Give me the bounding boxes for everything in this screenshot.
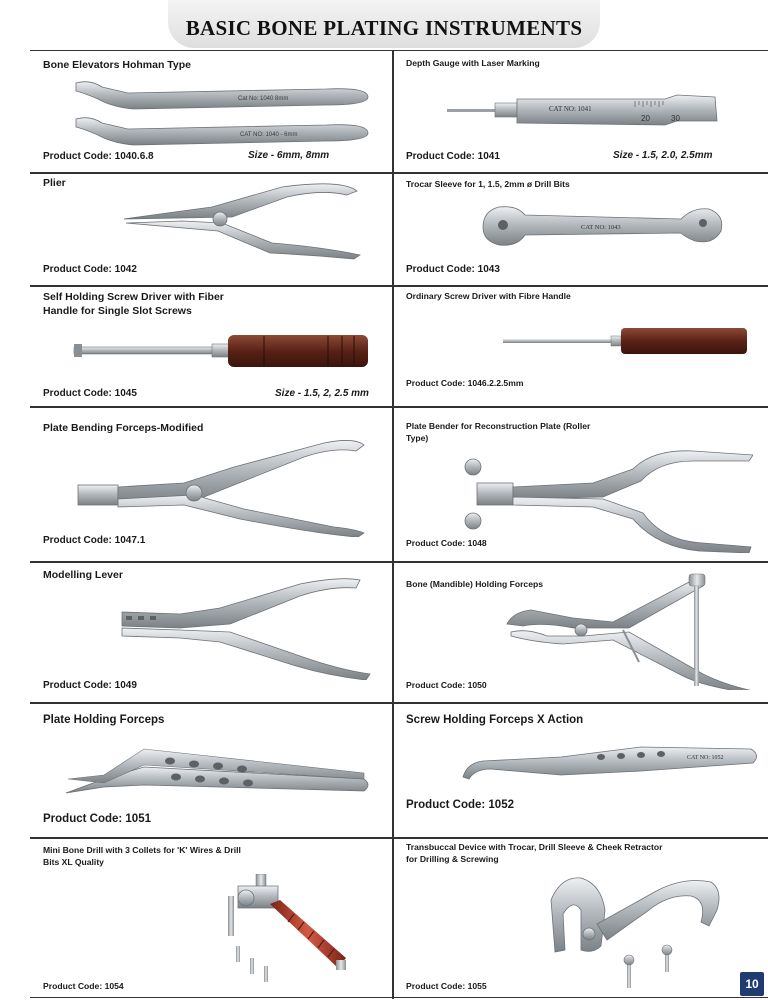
product-card	[30, 703, 392, 837]
product-name: Modelling Lever	[43, 569, 123, 581]
engraving-1: Cat No: 1040 8mm	[238, 96, 289, 102]
product-name: Plate Bender for Reconstruction Plate (Roller Type)	[406, 421, 591, 443]
mini-bone-drill-image	[208, 874, 358, 986]
product-card	[393, 407, 768, 561]
product-code: Product Code: 1049	[43, 680, 137, 691]
plate-holding-forceps-image	[64, 739, 374, 803]
product-name: Trocar Sleeve for 1, 1.5, 2mm ø Drill Bits	[406, 179, 570, 189]
product-code: Product Code: 1051	[43, 813, 151, 825]
product-code: Product Code: 1045	[43, 388, 137, 399]
product-name: Bone Elevators Hohman Type	[43, 59, 192, 71]
product-card	[30, 51, 392, 172]
product-name: Plate Holding Forceps	[43, 714, 165, 726]
product-code: Product Code: 1042	[43, 264, 137, 275]
product-code: Product Code: 1041	[406, 151, 500, 162]
product-code: Product Code: 1047.1	[43, 535, 146, 546]
page-number-badge: 10	[740, 972, 764, 996]
product-card	[393, 838, 768, 998]
self-holding-screw-driver-image	[72, 332, 372, 372]
product-name: Plate Bending Forceps-Modified	[43, 422, 204, 434]
product-size: Size - 1.5, 2.0, 2.5mm	[613, 150, 713, 161]
product-code: Product Code: 1054	[43, 981, 124, 991]
engraving-cat: CAT NO: 1043	[581, 224, 621, 231]
product-name: Bone (Mandible) Holding Forceps	[406, 579, 544, 589]
product-size: Size - 1.5, 2, 2.5 mm	[275, 388, 369, 399]
product-code: Product Code: 1048	[406, 538, 487, 548]
product-name: Plier	[43, 177, 66, 189]
product-card	[393, 562, 768, 702]
scale-30: 30	[671, 114, 680, 123]
product-name: Screw Holding Forceps X Action	[406, 714, 584, 726]
product-card	[393, 51, 768, 172]
screw-holding-forceps-image	[461, 741, 761, 785]
scale-20: 20	[641, 114, 650, 123]
modelling-lever-image	[120, 576, 380, 680]
page-title: BASIC BONE PLATING INSTRUMENTS	[185, 16, 583, 40]
product-card	[30, 838, 392, 998]
product-size: Size - 6mm, 8mm	[248, 150, 330, 161]
plate-bender-image	[453, 443, 753, 553]
product-card	[393, 286, 768, 406]
product-card	[393, 173, 768, 285]
product-card	[30, 407, 392, 561]
product-name: Mini Bone Drill with 3 Collets for 'K' Wires & Drill Bits XL Quality	[43, 845, 241, 867]
product-code: Product Code: 1055	[406, 981, 487, 991]
product-card	[30, 286, 392, 406]
product-grid	[30, 50, 768, 998]
engraving-cat: CAT NO: 1052	[687, 755, 724, 761]
product-card	[30, 173, 392, 285]
product-name: Ordinary Screw Driver with Fibre Handle	[406, 291, 571, 301]
product-code: Product Code: 1043	[406, 264, 500, 275]
transbuccal-device-image	[541, 870, 721, 994]
depth-gauge-image	[445, 91, 725, 133]
product-name: Transbuccal Device with Trocar, Drill Sleeve & Cheek Retractor for Drilling & Screwing	[406, 842, 663, 864]
ordinary-screw-driver-image	[501, 324, 751, 360]
trocar-sleeve-image	[481, 203, 731, 249]
product-name: Depth Gauge with Laser Marking	[406, 58, 540, 68]
engraving-cat: CAT NO: 1041	[549, 105, 592, 113]
product-name: Self Holding Screw Driver with Fiber Handle for Single Slot Screws	[43, 291, 224, 317]
mandible-holding-forceps-image	[503, 566, 753, 690]
product-code: Product Code: 1046.2.2.5mm	[406, 378, 524, 388]
engraving-2: CAT NO: 1040 - 6mm	[240, 132, 298, 138]
product-code: Product Code: 1040.6.8	[43, 151, 154, 162]
product-code: Product Code: 1050	[406, 680, 487, 690]
bone-elevator-image	[68, 77, 378, 147]
plate-bending-forceps-image	[74, 437, 374, 537]
product-card	[30, 562, 392, 702]
product-code: Product Code: 1052	[406, 799, 514, 811]
product-card	[393, 703, 768, 837]
plier-image	[122, 181, 372, 261]
